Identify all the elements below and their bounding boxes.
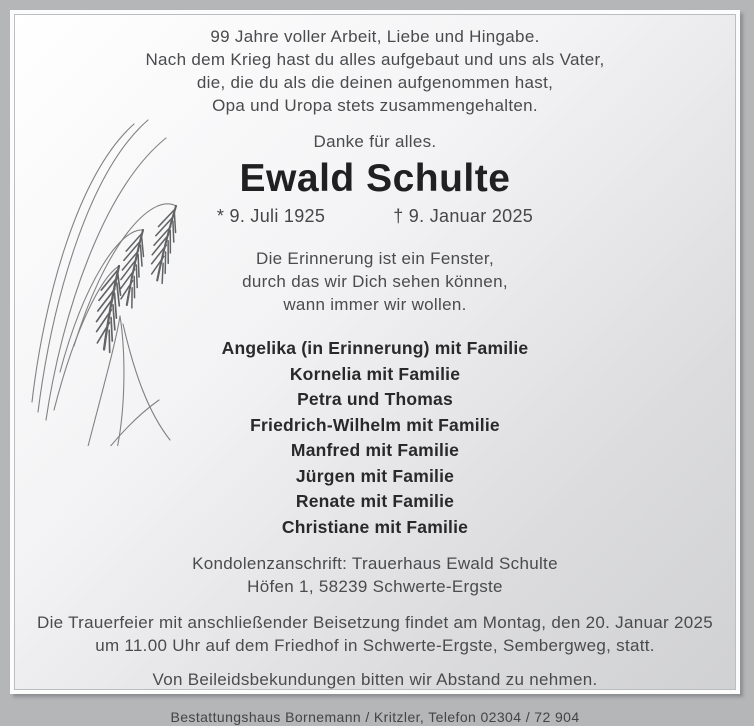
poem-line: durch das wir Dich sehen können, bbox=[242, 272, 508, 291]
life-dates bbox=[14, 204, 736, 228]
death-date: † 9. Januar 2025 bbox=[393, 206, 534, 226]
intro-line: Nach dem Krieg hast du alles aufgebaut und uns als Vater, bbox=[145, 50, 605, 69]
funeral-line: um 11.00 Uhr auf dem Friedhof in Schwerte-Ergste, Sembergweg, statt. bbox=[95, 636, 655, 655]
distance-note: Von Beileidsbekundungen bitten wir Abstand zu nehmen. bbox=[152, 670, 598, 689]
mourner-name: Jürgen mit Familie bbox=[295, 465, 455, 486]
thanks-line: Danke für alles. bbox=[313, 132, 437, 151]
intro-line: Opa und Uropa stets zusammengehalten. bbox=[212, 96, 538, 115]
intro-verse bbox=[14, 14, 736, 117]
mourner-name: Renate mit Familie bbox=[295, 491, 455, 511]
funeral-home-line: Bestattungshaus Bornemann / Kritzler, Telefon 02304 / 72 904 bbox=[170, 709, 580, 725]
mourner-name: Christiane mit Familie bbox=[281, 516, 469, 537]
funeral-line: Die Trauerfeier mit anschließender Beisetzung findet am Montag, den 20. Januar 2025 bbox=[37, 613, 713, 632]
condolence-line: Kondolenzanschrift: Trauerhaus Ewald Schulte bbox=[192, 554, 558, 573]
intro-line: 99 Jahre voller Arbeit, Liebe und Hingabe. bbox=[210, 27, 540, 46]
mourner-name: Friedrich-Wilhelm mit Familie bbox=[250, 414, 500, 435]
birth-date: * 9. Juli 1925 bbox=[216, 206, 326, 226]
poem-line: wann immer wir wollen. bbox=[283, 295, 467, 314]
memorial-poem bbox=[14, 247, 736, 316]
mourner-name: Manfred mit Familie bbox=[290, 440, 460, 460]
mourner-name: Kornelia mit Familie bbox=[289, 363, 461, 384]
intro-line: die, die du als die deinen aufgenommen hast, bbox=[196, 73, 554, 92]
deceased-name: Ewald Schulte bbox=[239, 157, 511, 200]
notice-content bbox=[14, 14, 736, 725]
funeral-info bbox=[14, 611, 736, 657]
condolence-line: Höfen 1, 58239 Schwerte-Ergste bbox=[247, 577, 503, 596]
obituary-card bbox=[10, 10, 740, 725]
mourner-name: Petra und Thomas bbox=[297, 389, 453, 409]
poem-line: Die Erinnerung ist ein Fenster, bbox=[256, 249, 494, 268]
mourners-list bbox=[14, 336, 736, 540]
condolence-address bbox=[14, 552, 736, 598]
mourner-name: Angelika (in Erinnerung) mit Familie bbox=[221, 338, 529, 358]
